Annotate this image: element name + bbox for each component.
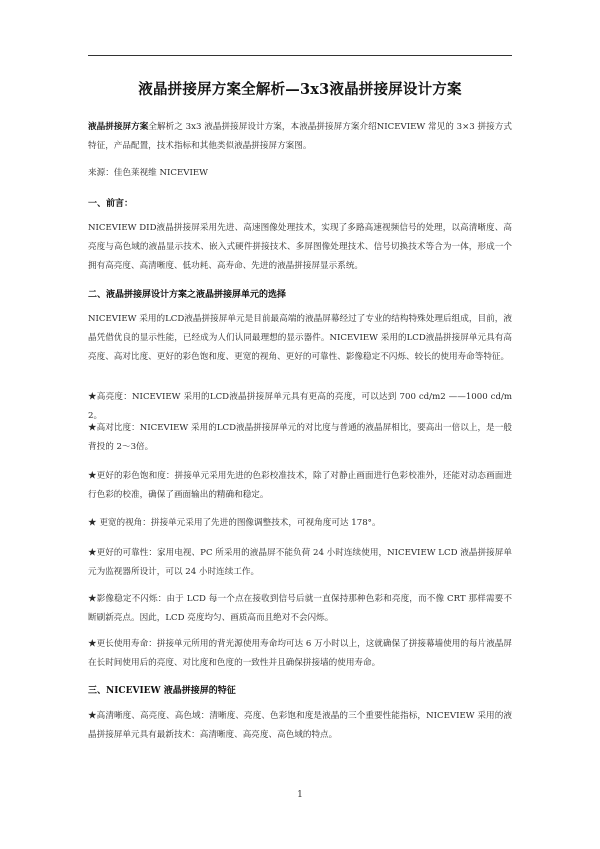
feature-brightness: ★高亮度：NICEVIEW 采用的LCD液晶拼接屏单元具有更高的亮度，可以达到 700 cd/m2 ——1000 cd/m2。 [88, 392, 512, 421]
intro-paragraph [88, 118, 512, 156]
section-1-heading: 一、前言： [88, 199, 134, 209]
page-number: 1 [297, 790, 303, 800]
section-1-text: NICEVIEW DID液晶拼接屏采用先进、高速图像处理技术，实现了多路高速视频信号的处理，以高清晰度、高亮度与高色域的液晶显示技术、嵌入式硬件拼接技术、多屏图像处理技术、信号切换技术等合为一体，形成一个拥有高亮度、高清晰度、低功耗、高寿命、先进的液晶拼接屏显示系统。 [88, 223, 512, 271]
header-rule [88, 55, 512, 56]
section-3-text: ★高清晰度、高亮度、高色域：清晰度、亮度、色彩饱和度是液晶的三个重要性能指标，NICEVIEW 采用的液晶拼接屏单元具有最新技术：高清晰度、高亮度、高色域的特点。 [88, 711, 512, 740]
feature-lifespan: ★更长使用寿命：拼接单元所用的背光源使用寿命均可达 6 万小时以上，这就确保了拼接幕墙使用的每片液晶屏在长时间使用后的亮度、对比度和色度的一致性并且确保拼接墙的使用寿命。 [88, 639, 512, 668]
section-2-heading: 二、液晶拼接屏设计方案之液晶拼接屏单元的选择 [88, 290, 287, 300]
section-3-heading: 三、NICEVIEW 液晶拼接屏的特征 [88, 686, 236, 696]
source-line: 来源：佳色莱视维 NICEVIEW [88, 168, 208, 178]
feature-reliability: ★更好的可靠性：家用电视、PC 所采用的液晶屏不能负荷 24 小时连续使用，NICEVIEW LCD 液晶拼接屏单元为监视器所设计，可以 24 小时连续工作。 [88, 548, 512, 577]
feature-color-saturation: ★更好的彩色饱和度：拼接单元采用先进的色彩校准技术，除了对静止画面进行色彩校准外，还能对动态画面进行色彩的校准，确保了画面输出的精确和稳定。 [88, 471, 512, 500]
feature-viewing-angle: ★ 更宽的视角：拼接单元采用了先进的图像调整技术，可视角度可达 178°。 [88, 518, 381, 528]
page-title: 液晶拼接屏方案全解析—3x3液晶拼接屏设计方案 [138, 81, 462, 98]
feature-no-flicker: ★影像稳定不闪烁：由于 LCD 每一个点在接收到信号后就一直保持那种色彩和亮度，而不像 CRT 那样需要不断刷新亮点。因此，LCD 亮度均匀、画质高而且绝对不会闪烁。 [88, 594, 512, 623]
intro-text: 全解析之 3x3 液晶拼接屏设计方案，本液晶拼接屏方案介绍NICEVIEW 常见的 3×3 拼接方式特征，产品配置，技术指标和其他类似液晶拼接屏方案图。 [88, 122, 512, 151]
section-2-text: NICEVIEW 采用的LCD液晶拼接屏单元是目前最高端的液晶屏幕经过了专业的结构特殊处理后组成，目前，液晶凭借优良的显示性能，已经成为人们认同最理想的显示器件。NICEVIEW 采用的LCD液晶拼接屏单元具有高亮度、高对比度、更好的彩色饱和度、更宽的视角、更好的可靠性、影像稳定不闪烁、较长的使用寿命等特征。 [88, 314, 512, 362]
intro-keyword: 液晶拼接屏方案 [88, 122, 149, 132]
feature-contrast: ★高对比度：NICEVIEW 采用的LCD液晶拼接屏单元的对比度与普通的液晶屏相比，要高出一倍以上，是一般背投的 2～3倍。 [88, 423, 512, 452]
